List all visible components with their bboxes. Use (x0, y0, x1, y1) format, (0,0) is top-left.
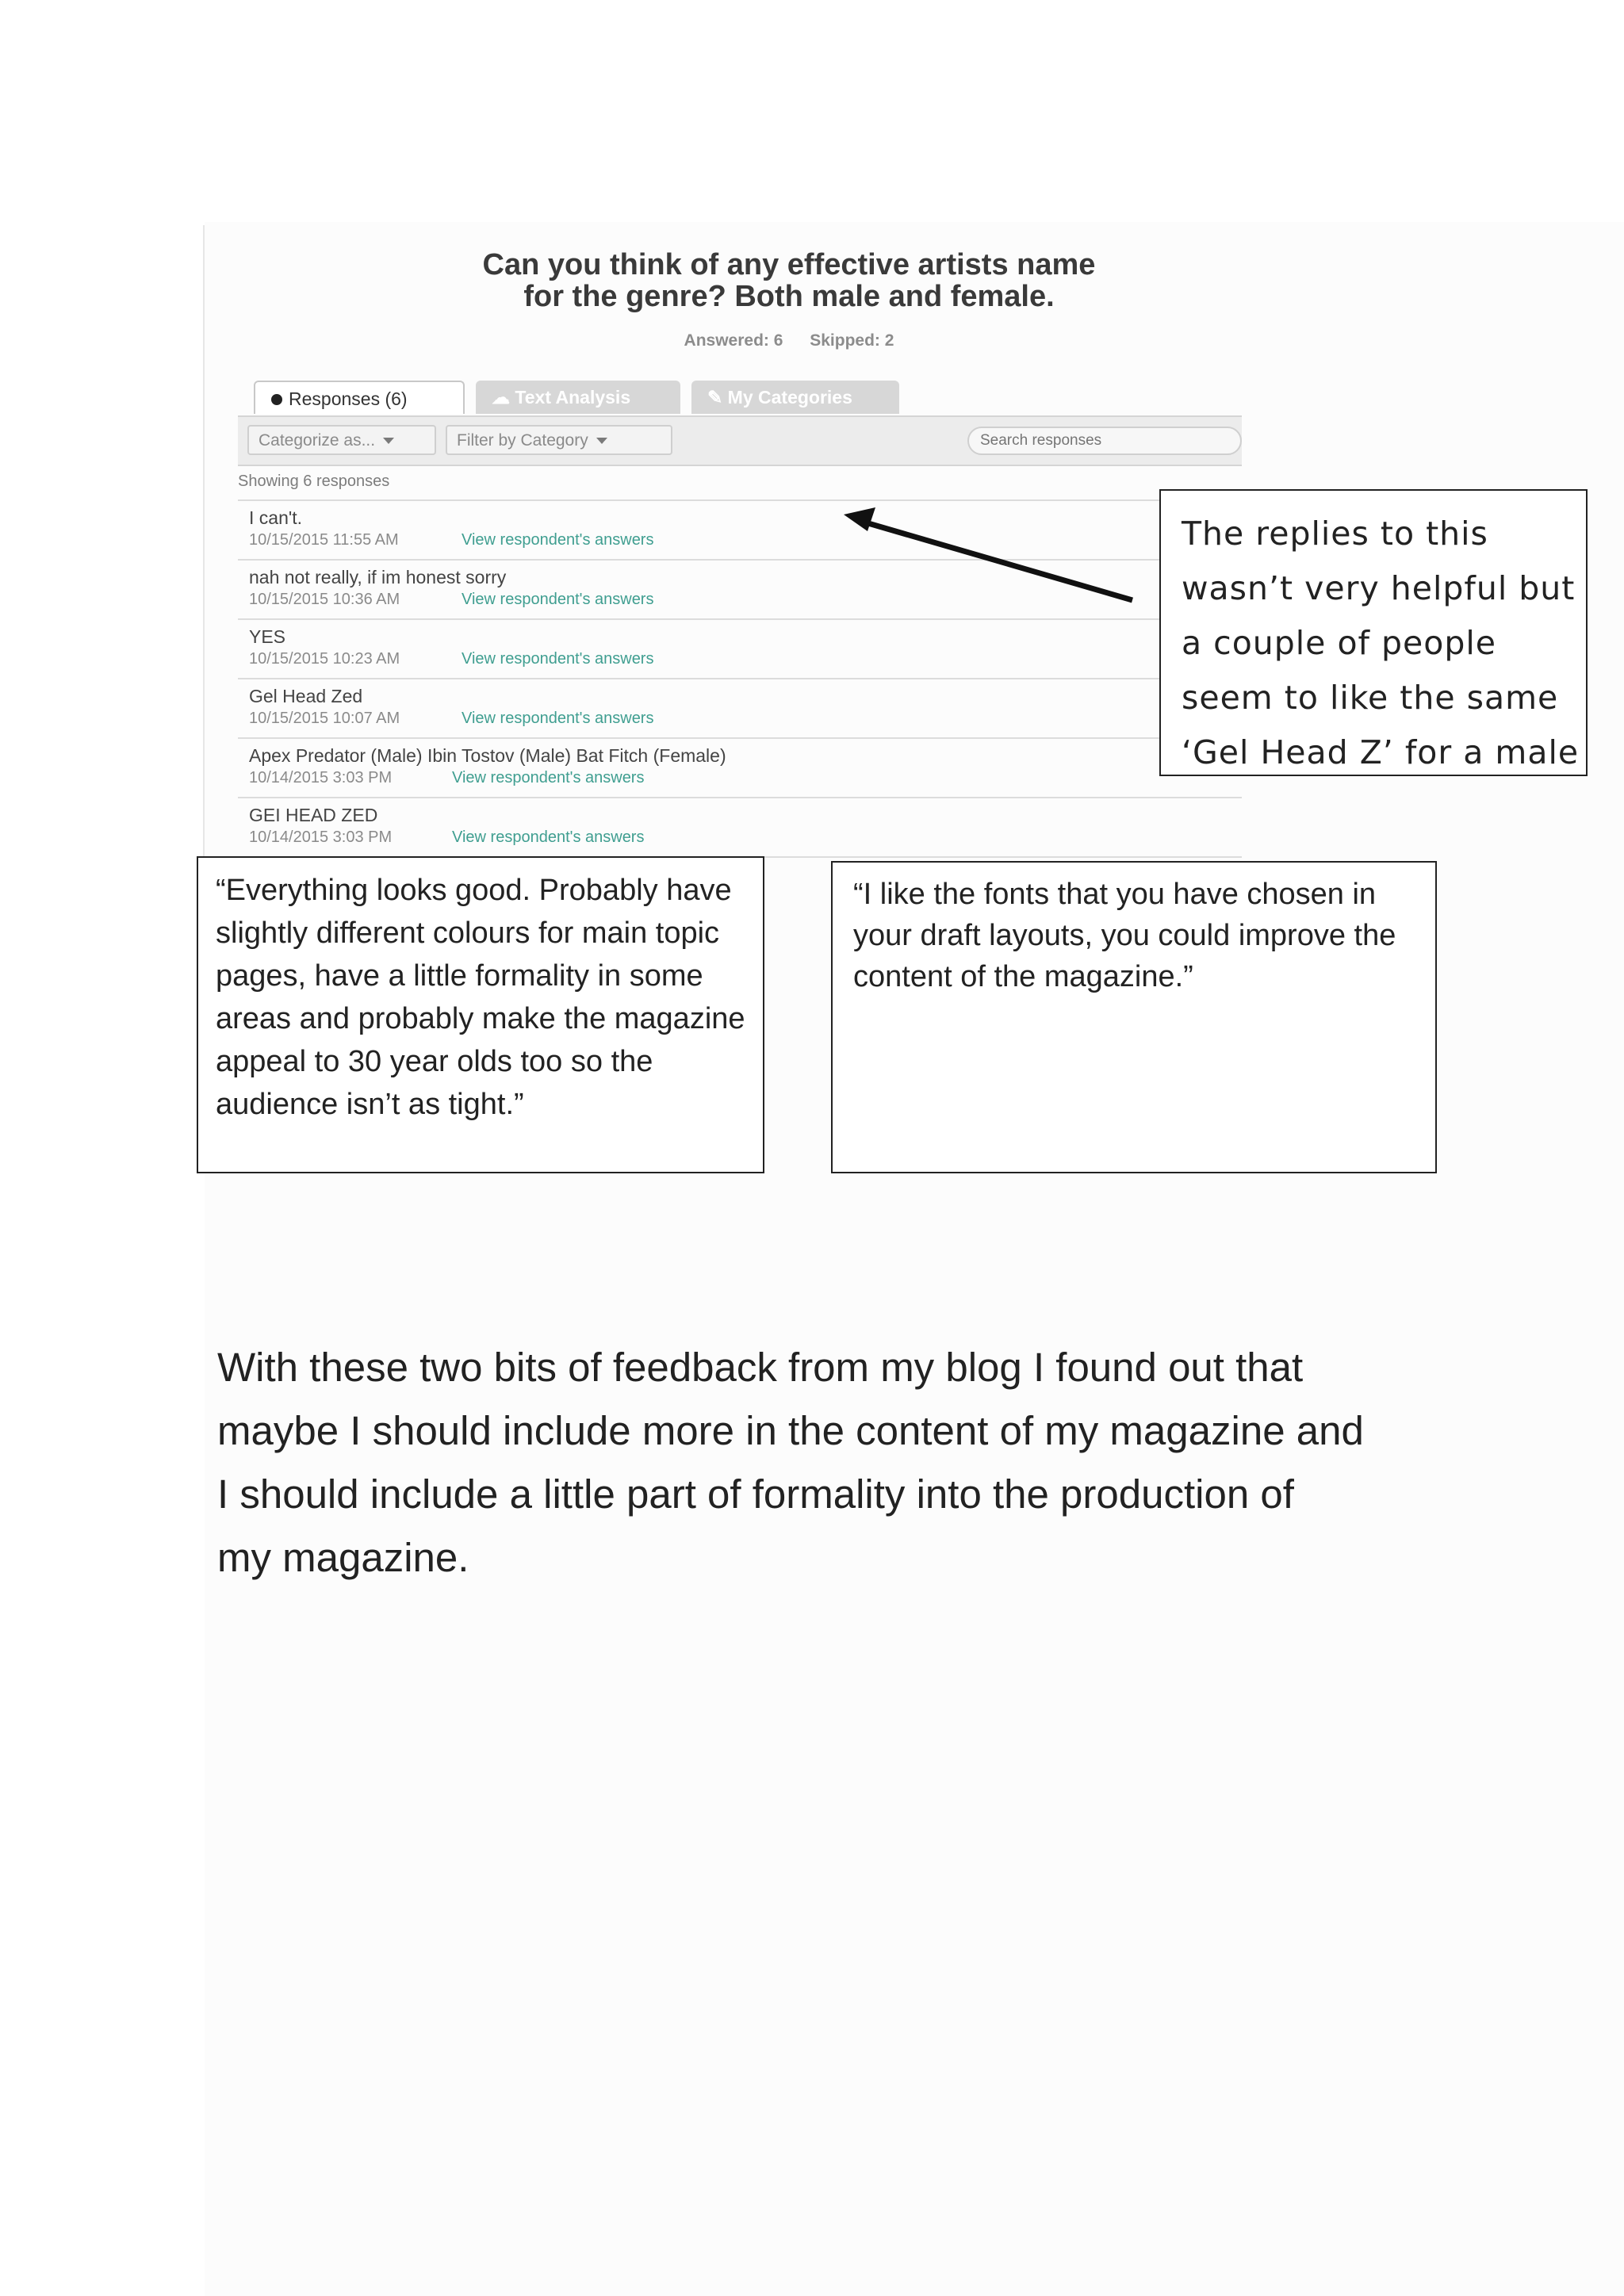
view-answers-link[interactable]: View respondent's answers (462, 591, 654, 608)
view-answers-link[interactable]: View respondent's answers (462, 710, 654, 727)
showing-count: Showing 6 responses (238, 473, 390, 490)
callout-line: wasn’t very helpful but (1182, 569, 1576, 607)
view-answers-link[interactable]: View respondent's answers (462, 650, 654, 668)
summary-line: With these two bits of feedback from my blog I found out that (217, 1345, 1304, 1390)
question-line-2: for the genre? Both male and female. (523, 280, 1055, 313)
view-answers-link[interactable]: View respondent's answers (462, 531, 654, 549)
summary-line: I should include a little part of formality into the production of (217, 1471, 1294, 1517)
response-date: 10/15/2015 10:36 AM (249, 591, 400, 608)
tab-responses-label: Responses (6) (289, 388, 408, 409)
response-date: 10/15/2015 10:07 AM (249, 710, 400, 727)
response-text: YES (249, 626, 286, 647)
callout-line: a couple of people (1182, 624, 1496, 662)
tab-text-analysis-label: Text Analysis (515, 387, 631, 408)
cloud-icon: ☁ (492, 387, 515, 408)
quote-line: “Everything looks good. Probably have (216, 874, 732, 907)
quote-line: appeal to 30 year olds too so the (216, 1045, 653, 1078)
quote-line: “I like the fonts that you have chosen in (853, 878, 1377, 911)
response-date: 10/15/2015 11:55 AM (249, 531, 399, 549)
callout-line: The replies to this (1182, 515, 1488, 553)
tab-my-categories-label: My Categories (727, 387, 852, 408)
response-text: nah not really, if im honest sorry (249, 567, 507, 587)
quote-line: slightly different colours for main topic (216, 916, 720, 950)
quote-line: content of the magazine.” (853, 960, 1193, 993)
response-text: GEI HEAD ZED (249, 805, 378, 825)
quote-line: areas and probably make the magazine (216, 1002, 745, 1035)
callout-line: ‘Gel Head Z’ for a male (1182, 733, 1580, 771)
feedback-quote-left (197, 856, 764, 1173)
quote-line: pages, have a little formality in some (216, 959, 703, 993)
quote-line: your draft layouts, you could improve the (853, 919, 1396, 952)
question-line-1: Can you think of any effective artists name (482, 248, 1096, 281)
response-date: 10/14/2015 3:03 PM (249, 769, 393, 786)
response-text: Apex Predator (Male) Ibin Tostov (Male) Bat Fitch (Female) (249, 745, 726, 766)
response-text: I can't. (249, 507, 303, 528)
summary-line: maybe I should include more in the content of my magazine and (217, 1408, 1364, 1453)
feedback-quote-right (831, 861, 1437, 1173)
filter-label: Filter by Category (457, 431, 588, 450)
response-text: Gel Head Zed (249, 686, 363, 706)
tag-icon: ✎ (707, 387, 728, 408)
view-answers-link[interactable]: View respondent's answers (452, 828, 645, 846)
callout-line: seem to like the same (1182, 679, 1559, 717)
response-date: 10/14/2015 3:03 PM (249, 828, 393, 846)
skipped-count: Skipped: 2 (810, 331, 894, 350)
categorize-label: Categorize as... (259, 431, 376, 450)
summary-line: my magazine. (217, 1535, 469, 1580)
response-date: 10/15/2015 10:23 AM (249, 650, 400, 668)
summary-paragraph (217, 1336, 1454, 1580)
answered-count: Answered: 6 (684, 331, 783, 350)
annotation-callout (1159, 489, 1588, 776)
view-answers-link[interactable]: View respondent's answers (452, 769, 645, 786)
quote-line: audience isn’t as tight.” (216, 1088, 524, 1121)
